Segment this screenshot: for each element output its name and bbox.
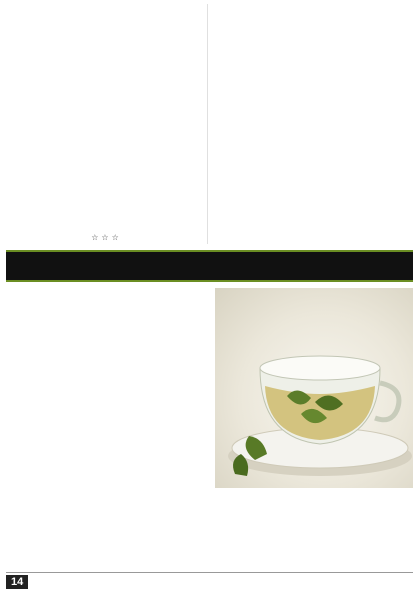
article-column-right — [216, 4, 413, 244]
article-end-stars: ☆☆☆ — [91, 233, 122, 242]
feature-heading-band — [6, 250, 413, 282]
top-article — [6, 4, 413, 244]
feature-article — [6, 288, 413, 550]
cup-rim — [260, 356, 380, 380]
page-footer — [6, 572, 413, 591]
feature-photo-column — [215, 288, 413, 550]
feature-text-column — [6, 288, 207, 550]
green-tea-photo — [215, 288, 413, 488]
page-number: 14 — [6, 575, 28, 589]
article-column-left — [6, 4, 208, 244]
tea-cup-illustration — [215, 288, 413, 488]
